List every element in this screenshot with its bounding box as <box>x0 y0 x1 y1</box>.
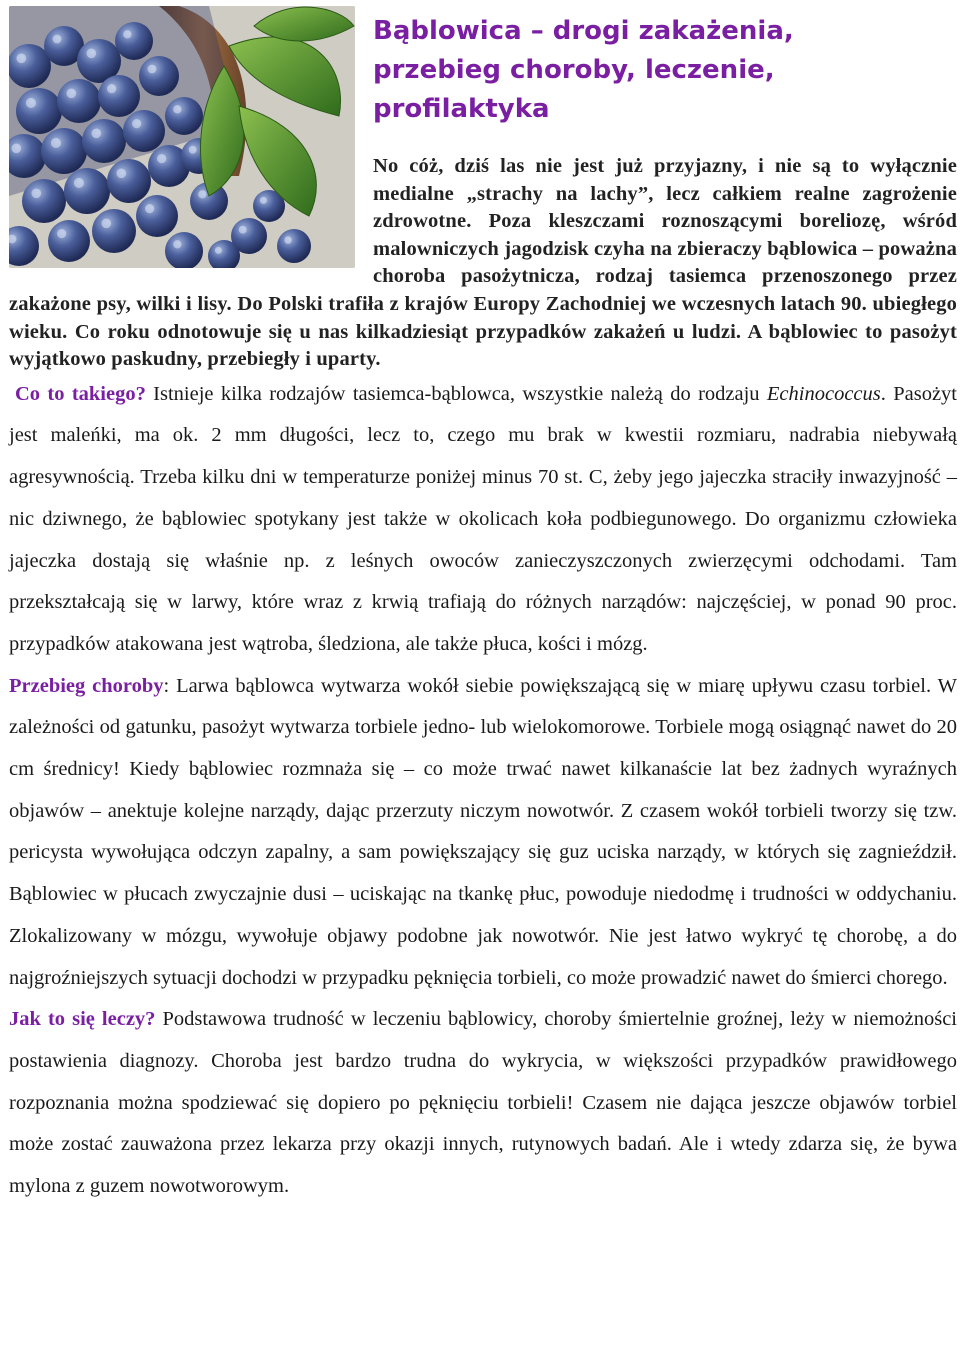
berry-highlight <box>101 218 111 228</box>
section-what-text-b: . Pasożyt jest maleńki, ma ok. 2 mm długości, lecz to, czego mu brak w kwestii rozmiaru, nadrabia niebywałą agresywnością. Trzeba kilku dni w temperaturze poniżej minus 70 st. C, żeby jego jajeczka straciły inwazyjność – nic dziwnego, że bąblowiec spotykany jest także w okolicach koła podbiegunowego. Do organizmu człowieka jajeczka dostają się właśnie np. z leśnych owoców zanieczyszczonych zwierzęcymi odchodami. Tam przekształcają się w larwy, które wraz z krwią trafiają do różnych narządów: najczęściej, w ponad 90 proc. przypadków atakowana jest wątroba, śledziona, ale także płuca, kości i mózg. <box>9 382 957 655</box>
berry-highlight <box>31 188 41 198</box>
berry-shape <box>136 195 178 237</box>
berry-shape <box>139 56 179 96</box>
berry-highlight <box>91 128 101 138</box>
document-page <box>9 0 957 1208</box>
section-treatment-heading: Jak to się leczy? <box>9 1008 156 1031</box>
berry-shape <box>277 229 311 263</box>
berry-highlight <box>260 197 267 204</box>
berry-highlight <box>74 178 84 188</box>
section-what-heading: Co to takiego? <box>15 382 146 405</box>
berry-shape <box>98 75 140 117</box>
berry-highlight <box>173 105 181 113</box>
section-course-text: : Larwa bąblowca wytwarza wokół siebie powiększającą się w miarę upływu czasu torbiel. W zależności od gatunku, pasożyt wytwarza torbiele jedno- lub wielokomorowe. Torbiele mogą osiągnąć nawet do 20 cm średnicy! Kiedy bąblowiec rozmnaża się – co może trwać nawet kilkanaście lat bez żadnych wyraźnych objawów – anektuje kolejne narządy, dając przerzuty niczym nowotwór. Z czasem wokół torbieli tworzy się tzw. pericysta wywołująca odczyn zapalny, a sam powiększający się guz uciska narządy, w których się zagnieździł. Bąblowiec w płucach zwyczajnie dusi – uciskając na tkankę płuc, powoduje niedodmę i trudności w oddychaniu. Zlokalizowany w mózgu, wywołuje objawy podobne jak nowotwór. Nie jest łatwo wykryć tę chorobę, a do najgroźniejszych sytuacji dochodzi w przypadku pęknięcia torbieli, co może prowadzić nawet do śmierci chorego. <box>9 674 957 989</box>
title-line-2: przebieg choroby, leczenie, <box>373 55 775 85</box>
section-what-text-a: Istnieje kilka rodzajów tasiemca-bąblowca, wszystkie należą do rodzaju <box>145 382 767 405</box>
berry-highlight <box>86 48 96 58</box>
berry-shape <box>22 179 66 223</box>
berry-shape <box>123 110 165 152</box>
berry-highlight <box>123 30 131 38</box>
title-line-1: Bąblowica – drogi zakażenia, <box>373 16 794 46</box>
title-line-3: profilaktyka <box>373 94 550 124</box>
berry-shape <box>82 119 126 163</box>
berry-highlight <box>26 98 36 108</box>
berry-highlight <box>132 119 141 128</box>
berry-highlight <box>284 236 291 243</box>
genus-name: Echinococcus <box>766 382 881 405</box>
berry-highlight <box>66 88 76 98</box>
berry-shape <box>115 22 153 60</box>
berry-highlight <box>16 53 26 63</box>
berry-shape <box>41 128 87 174</box>
berry-shape <box>64 168 110 214</box>
section-treatment <box>9 999 957 1208</box>
berry-highlight <box>116 168 126 178</box>
article-body <box>9 374 957 1208</box>
berry-shape <box>57 79 101 123</box>
berry-highlight <box>145 204 154 213</box>
berry-shape <box>107 159 151 203</box>
berry-shape <box>16 88 62 134</box>
berry-highlight <box>157 154 166 163</box>
blueberries-photo <box>9 6 355 268</box>
berry-highlight <box>215 247 222 254</box>
section-course <box>9 666 957 1000</box>
section-treatment-text: Podstawowa trudność w leczeniu bąblowicy, choroby śmiertelnie groźnej, leży w niemożności postawienia diagnozy. Choroba jest bardzo trudna do wykrycia, w większości przypadków prawidłowego rozpoznania można spodziewać się dopiero po pęknięciu torbieli! Czasem nie dająca jeszcze objawów torbiel może zostać zauważona przez lekarza przy okazji innych, rutynowych badań. Ale i wtedy zdarza się, że bywa mylona z guzem nowotworowym. <box>9 1008 957 1198</box>
berry-highlight <box>51 138 61 148</box>
berry-highlight <box>173 240 181 248</box>
intro-text: No cóż, dziś las nie jest już przyjazny, i nie są to wyłącznie medialne „strachy na lachy”, lecz całkiem realne zagrożenie zdrowotne. Poza kleszczami roznoszącymi boreliozę, wśród malowniczych jagodzisk czyha na zbieraczy bąblowica – poważna choroba pasożytnicza, rodzaj tasiemca przenoszonego przez zakażone psy, wilki i lisy. Do Polski trafiła z krajów Europy Zachodniej we wczesnych latach 90. ubiegłego wieku. Co roku odnotowuje się u nas kilkadziesiąt przypadków zakażeń u ludzi. A bąblowiec to pasożyt wyjątkowo paskudny, przebiegły i uparty. <box>9 155 957 371</box>
berry-shape <box>165 97 203 135</box>
blueberries-illustration <box>9 6 355 268</box>
berry-highlight <box>239 226 247 234</box>
berry-highlight <box>198 190 206 198</box>
berry-highlight <box>148 65 157 74</box>
berry-highlight <box>57 229 66 238</box>
section-course-heading: Przebieg choroby <box>9 674 164 697</box>
berry-highlight <box>189 146 197 154</box>
berry-shape <box>48 220 90 262</box>
berry-highlight <box>53 35 62 44</box>
section-what <box>9 374 957 666</box>
berry-shape <box>92 209 136 253</box>
berry-highlight <box>107 84 116 93</box>
berry-highlight <box>11 143 21 153</box>
